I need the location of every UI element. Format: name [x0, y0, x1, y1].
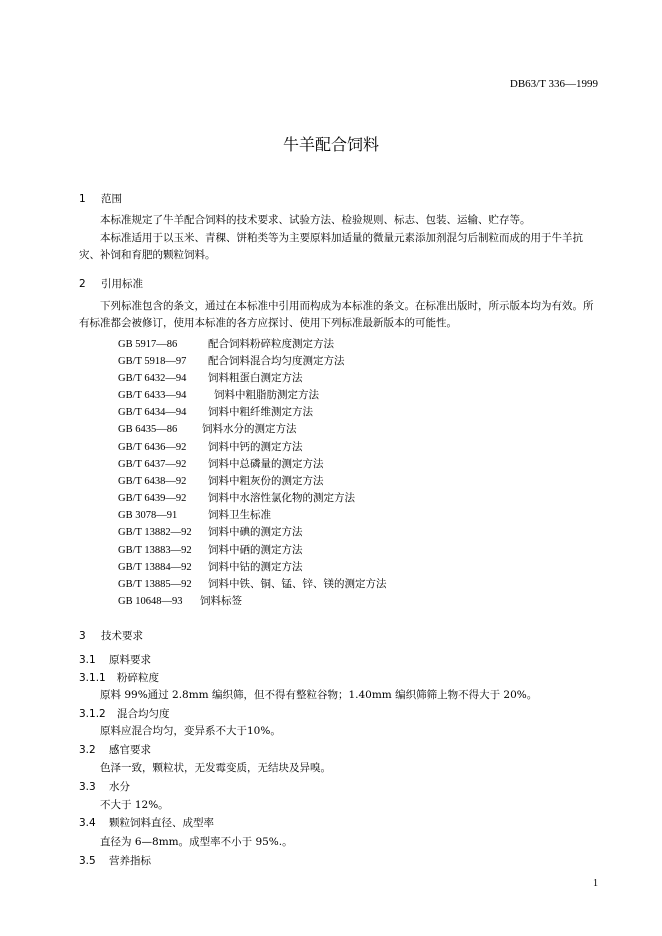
- reference-item: [118, 542, 303, 557]
- reference-title: 饲料中硒的测定方法: [208, 544, 303, 556]
- reference-title: 饲料中粗脂肪测定方法: [214, 389, 319, 401]
- pellet-diameter-text: 直径为 6—8mm。成型率不小于 95%.。: [100, 836, 293, 848]
- reference-code: GB/T 6434—94: [118, 407, 187, 418]
- reference-code: GB/T 6436—92: [118, 442, 187, 453]
- reference-title: 饲料中铁、铜、锰、锌、镁的测定方法: [208, 578, 387, 590]
- reference-item: [118, 524, 303, 539]
- subsection-number: 3.1.2: [79, 708, 106, 720]
- reference-title: 饲料中总磷量的测定方法: [208, 458, 324, 470]
- scope-paragraph-2: 本标准适用于以玉米、青稞、饼粕类等为主要原料加适量的微量元素添加剂混匀后制粒而成的用于牛羊抗灾、补饲和育肥的颗粒饲料。: [79, 232, 583, 261]
- reference-code: GB/T 13884—92: [118, 562, 192, 573]
- reference-code: GB 3078—91: [118, 510, 178, 521]
- subsection-heading-nutrition: [79, 853, 151, 868]
- section-number: 3: [79, 630, 86, 642]
- subsection-number: 3.5: [79, 855, 96, 867]
- reference-title: 饲料卫生标准: [208, 509, 271, 521]
- reference-code: GB/T 13882—92: [118, 527, 192, 538]
- reference-code: GB 6435—86: [118, 424, 178, 435]
- reference-code: GB/T 5918—97: [118, 356, 187, 367]
- section-title: 引用标准: [101, 278, 143, 290]
- subsection-heading-moisture: [79, 779, 130, 794]
- reference-title: 饲料中碘的测定方法: [208, 526, 303, 538]
- section-number: 2: [79, 278, 86, 290]
- reference-item: [118, 456, 324, 471]
- reference-item: [118, 593, 242, 608]
- reference-item: [118, 353, 345, 368]
- subsection-heading-mixing-uniformity: [79, 706, 170, 721]
- subsection-title: 颗粒饲料直径、成型率: [109, 817, 214, 829]
- section-heading-technical-requirements: [79, 628, 143, 643]
- reference-code: GB/T 13883—92: [118, 545, 192, 556]
- reference-code: GB/T 6432—94: [118, 373, 187, 384]
- reference-code: GB/T 6438—92: [118, 476, 187, 487]
- subsection-title: 感官要求: [109, 744, 151, 756]
- reference-code: GB 10648—93: [118, 596, 183, 607]
- document-code: DB63/T 336—1999: [509, 78, 598, 90]
- reference-title: 饲料中钙的测定方法: [208, 441, 303, 453]
- page-number: 1: [593, 878, 598, 889]
- section-title: 技术要求: [101, 630, 143, 642]
- subsection-title: 水分: [109, 781, 130, 793]
- reference-title: 饲料标签: [200, 595, 242, 607]
- section-heading-references: [79, 276, 143, 291]
- reference-item: [118, 559, 303, 574]
- reference-title: 饲料水分的测定方法: [202, 423, 297, 435]
- reference-item: [118, 421, 297, 436]
- section-number: 1: [79, 193, 86, 205]
- reference-title: 饲料中粗纤维测定方法: [208, 406, 313, 418]
- reference-item: [118, 370, 303, 385]
- reference-code: GB/T 6439—92: [118, 493, 187, 504]
- subsection-number: 3.1: [79, 654, 96, 666]
- reference-title: 饲料粗蛋白测定方法: [208, 372, 303, 384]
- section-title: 范围: [101, 193, 122, 205]
- subsection-heading-grinding-size: [79, 670, 159, 685]
- reference-title: 配合饲料混合均匀度测定方法: [208, 355, 345, 367]
- subsection-title: 营养指标: [109, 855, 151, 867]
- subsection-heading-sensory: [79, 742, 151, 757]
- reference-item: [118, 439, 303, 454]
- grinding-size-text: 原料 99%通过 2.8mm 编织筛，但不得有整粒谷物；1.40mm 编织筛筛上物不得大于 20%。: [100, 689, 538, 701]
- subsection-number: 3.4: [79, 817, 96, 829]
- scope-paragraph-1: 本标准规定了牛羊配合饲料的技术要求、试验方法、检验规则、标志、包装、运输、贮存等。: [100, 214, 531, 226]
- sensory-text: 色泽一致，颗粒状，无发霉变质，无结块及异嗅。: [100, 762, 331, 774]
- reference-title: 饲料中钴的测定方法: [208, 561, 303, 573]
- reference-item: [118, 576, 387, 591]
- reference-code: GB 5917—86: [118, 339, 178, 350]
- reference-title: 饲料中粗灰份的测定方法: [208, 475, 324, 487]
- reference-code: GB/T 13885—92: [118, 579, 192, 590]
- references-paragraph: 下列标准包含的条文，通过在本标准中引用而构成为本标准的条文。在标准出版时，所示版本均为有效。所有标准都会被修订，使用本标准的各方应探讨、使用下列标准最新版本的可能性。: [79, 300, 594, 329]
- reference-title: 配合饲料粉碎粒度测定方法: [208, 338, 334, 350]
- subsection-heading-raw-materials: [79, 652, 151, 667]
- mixing-uniformity-text: 原料应混合均匀，变异系不大于10%。: [100, 725, 281, 737]
- reference-title: 饲料中水溶性氯化物的测定方法: [208, 492, 355, 504]
- reference-code: GB/T 6437—92: [118, 459, 187, 470]
- section-heading-scope: [79, 191, 122, 206]
- reference-item: [118, 490, 355, 505]
- subsection-heading-pellet-diameter: [79, 815, 214, 830]
- reference-item: [118, 473, 324, 488]
- subsection-title: 粉碎粒度: [117, 672, 159, 684]
- subsection-number: 3.3: [79, 781, 96, 793]
- reference-item: [118, 336, 334, 351]
- subsection-title: 原料要求: [109, 654, 151, 666]
- reference-item: [118, 387, 319, 402]
- reference-item: [118, 507, 271, 522]
- subsection-title: 混合均匀度: [117, 708, 170, 720]
- subsection-number: 3.1.1: [79, 672, 106, 684]
- reference-item: [118, 404, 313, 419]
- reference-code: GB/T 6433—94: [118, 390, 187, 401]
- document-title: 牛羊配合饲料: [282, 135, 379, 154]
- moisture-text: 不大于 12%。: [100, 799, 169, 811]
- subsection-number: 3.2: [79, 744, 96, 756]
